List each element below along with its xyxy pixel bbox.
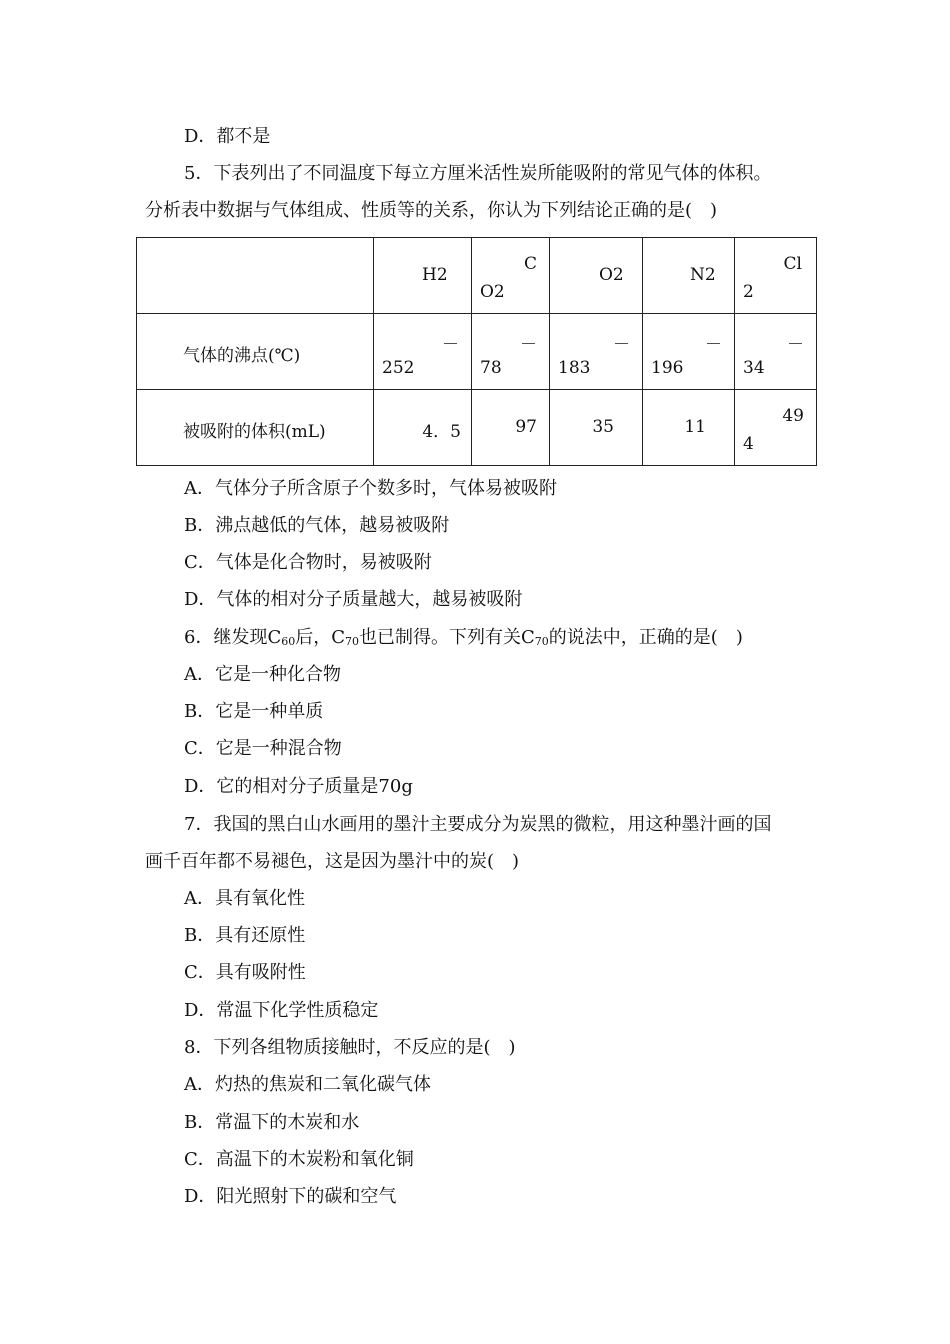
table-cell: 11 bbox=[643, 390, 735, 466]
table-header-cell: H2 bbox=[374, 238, 472, 314]
q5-option-a: A．气体分子所含原子个数多时，气体易被吸附 bbox=[184, 478, 557, 499]
q5-option-c: C．气体是化合物时，易被吸附 bbox=[184, 552, 432, 573]
table-cell: 35 bbox=[550, 390, 643, 466]
q7-option-b: B．具有还原性 bbox=[184, 925, 306, 946]
table-row-boiling-point bbox=[137, 314, 817, 390]
q5-option-b: B．沸点越低的气体，越易被吸附 bbox=[184, 515, 450, 536]
table-row-adsorbed-volume bbox=[137, 390, 817, 466]
table-cell: － 183 bbox=[550, 314, 643, 390]
table-header-cell: N2 bbox=[643, 238, 735, 314]
table-header-cell: C O2 bbox=[472, 238, 550, 314]
table-header-cell: O2 bbox=[550, 238, 643, 314]
q8-option-a: A．灼热的焦炭和二氧化碳气体 bbox=[184, 1074, 431, 1095]
table-cell: － 196 bbox=[643, 314, 735, 390]
table-cell: － 34 bbox=[735, 314, 817, 390]
q4-option-d: D．都不是 bbox=[184, 126, 271, 147]
table-cell: － 78 bbox=[472, 314, 550, 390]
q7-option-a: A．具有氧化性 bbox=[184, 888, 305, 909]
q8-option-b: B．常温下的木炭和水 bbox=[184, 1112, 360, 1133]
table-row-label: 被吸附的体积(mL) bbox=[137, 390, 374, 466]
q7-option-c: C．具有吸附性 bbox=[184, 962, 306, 983]
table-corner-cell bbox=[137, 238, 374, 314]
table-header-cell: Cl 2 bbox=[735, 238, 817, 314]
table-row-label: 气体的沸点(℃) bbox=[137, 314, 374, 390]
table-cell: 4．5 bbox=[374, 390, 472, 466]
q6-option-a: A．它是一种化合物 bbox=[184, 664, 341, 685]
q7-stem-line2: 画千百年都不易褪色，这是因为墨汁中的炭( ) bbox=[145, 851, 520, 872]
q7-option-d: D．常温下化学性质稳定 bbox=[184, 1000, 379, 1021]
q5-stem-line2: 分析表中数据与气体组成、性质等的关系，你认为下列结论正确的是( ) bbox=[145, 200, 718, 221]
gas-adsorption-table bbox=[136, 237, 817, 466]
q8-stem: 8．下列各组物质接触时，不反应的是( ) bbox=[184, 1037, 516, 1058]
q8-option-d: D．阳光照射下的碳和空气 bbox=[184, 1186, 397, 1207]
q5-option-d: D．气体的相对分子质量越大，越易被吸附 bbox=[184, 589, 523, 610]
table-cell: 49 4 bbox=[735, 390, 817, 466]
q6-option-c: C．它是一种混合物 bbox=[184, 738, 342, 759]
table-cell: － 252 bbox=[374, 314, 472, 390]
table-cell: 97 bbox=[472, 390, 550, 466]
q5-stem-line1: 5．下表列出了不同温度下每立方厘米活性炭所能吸附的常见气体的体积。 bbox=[184, 163, 772, 184]
q8-option-c: C．高温下的木炭粉和氧化铜 bbox=[184, 1149, 414, 1170]
q6-option-b: B．它是一种单质 bbox=[184, 701, 324, 722]
table-header-row bbox=[137, 238, 817, 314]
q6-option-d: D．它的相对分子质量是70g bbox=[184, 776, 413, 797]
q7-stem-line1: 7．我国的黑白山水画用的墨汁主要成分为炭黑的微粒，用这种墨汁画的国 bbox=[184, 814, 772, 835]
q6-stem: 6．继发现$C_{60}$后，$C_{70}$也已制得。下列有关$C_{70}$的说法中，正确的是( ) bbox=[184, 627, 743, 648]
